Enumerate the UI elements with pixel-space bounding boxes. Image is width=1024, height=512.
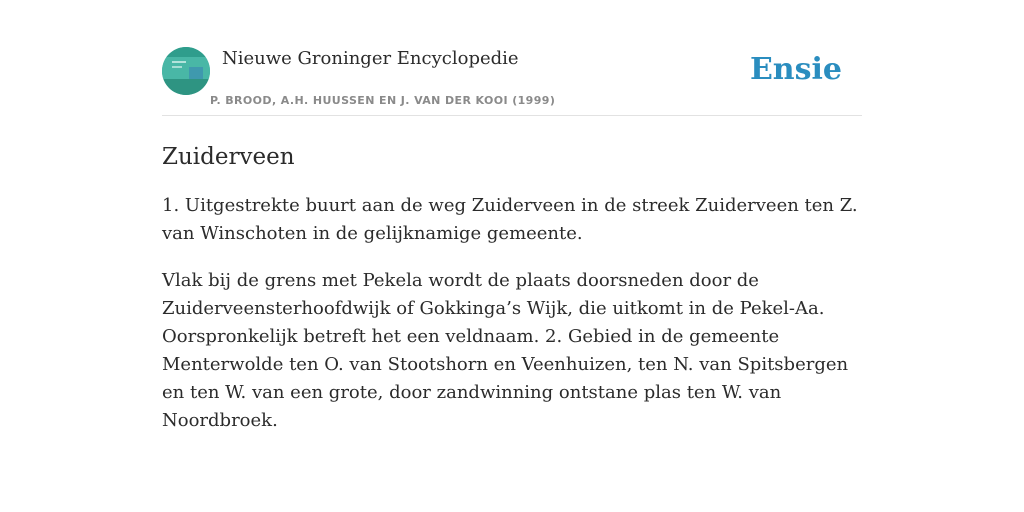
cover-text-mark xyxy=(172,66,182,68)
cover-image-mark xyxy=(189,67,203,79)
book-title-link[interactable]: Nieuwe Groninger Encyclopedie xyxy=(222,48,519,69)
entry-paragraph: 1. Uitgestrekte buurt aan de weg Zuiderveen in de streek Zuiderveen ten Z. van Winschoten in de gelijknamige gemeente. xyxy=(162,195,858,244)
entry-title: Zuiderveen xyxy=(162,144,295,170)
cover-band-bottom xyxy=(162,79,210,95)
book-cover-icon[interactable] xyxy=(162,47,210,95)
entry-paragraph: Vlak bij de grens met Pekela wordt de plaats doorsneden door de Zuiderveensterhoofdwijk of Gokkinga’s Wijk, die uitkomt in de Pekel-Aa. Oorspronkelijk betreft het een veldnaam. 2. Gebied in de gemeente Menterwolde ten O. van Stootshorn en Veenhuizen, ten N. van Spitsbergen en ten W. van een grote, door zandwinning ontstane plas ten W. van Noordbroek. xyxy=(162,270,849,431)
ensie-logo-link[interactable]: Ensie xyxy=(749,52,842,87)
book-authors: P. BROOD, A.H. HUUSSEN EN J. VAN DER KOOI (1999) xyxy=(210,94,556,107)
header xyxy=(162,46,862,116)
page-container xyxy=(162,46,862,435)
cover-band-top xyxy=(162,47,210,57)
cover-text-mark xyxy=(172,61,186,63)
